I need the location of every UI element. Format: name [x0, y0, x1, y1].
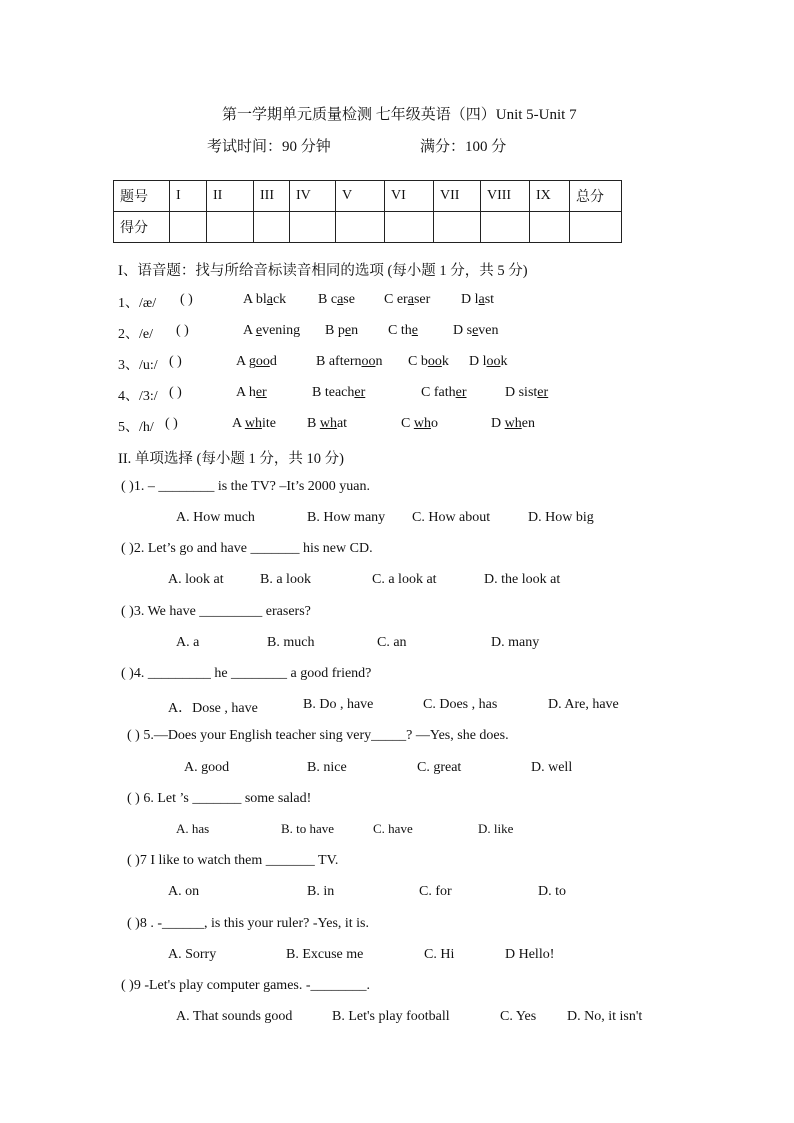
question-3: ( )3. We have _________ erasers? [121, 604, 311, 619]
score-cell [254, 212, 290, 243]
score-cell [207, 212, 254, 243]
option: B. a look [260, 572, 311, 587]
item-number: 2、/e/ [118, 327, 153, 342]
score-cell [170, 212, 207, 243]
item-number: 5、/h/ [118, 420, 154, 435]
option: D sister [505, 385, 549, 400]
table-cell: VII [434, 181, 481, 212]
score-cell [481, 212, 530, 243]
item-number: 3、/u:/ [118, 358, 158, 373]
option: B what [307, 416, 348, 431]
answer-blank[interactable]: ( ) [180, 292, 193, 307]
option: C eraser [384, 292, 431, 307]
option: A. good [184, 760, 230, 775]
option: B. Excuse me [286, 947, 364, 962]
option: D. the look at [484, 572, 561, 587]
table-cell: IV [290, 181, 336, 212]
question-4: ( )4. _________ he ________ a good friend? [121, 666, 372, 681]
option: B case [318, 292, 355, 307]
option: C. have [373, 821, 413, 836]
question-1: ( )1. – ________ is the TV? –It’s 2000 yuan. [121, 479, 370, 494]
table-cell: V [336, 181, 385, 212]
option: B. to have [281, 821, 335, 836]
table-cell: II [207, 181, 254, 212]
item-number: 4、/3:/ [118, 389, 158, 404]
option: C father [421, 385, 467, 400]
question-6: ( ) 6. Let ’s _______ some salad! [127, 791, 312, 806]
table-cell: VI [385, 181, 434, 212]
phonetic-item-4 [118, 385, 158, 405]
phonetic-item-3 [118, 354, 158, 374]
option: C. great [417, 760, 462, 775]
table-cell: 得分 [114, 212, 170, 243]
option: A her [236, 385, 267, 400]
exam-title: 第一学期单元质量检测 七年级英语（四）Unit 5-Unit 7 [222, 107, 577, 123]
option: B. in [307, 884, 335, 899]
answer-blank[interactable]: ( ) [169, 354, 182, 369]
table-cell: VIII [481, 181, 530, 212]
option: D. to [538, 884, 566, 899]
answer-blank[interactable]: ( ) [165, 416, 178, 431]
option: B. much [267, 635, 315, 650]
option: D last [461, 292, 495, 307]
option: B. nice [307, 760, 347, 775]
score-cell [290, 212, 336, 243]
option: C the [388, 323, 418, 338]
score-cell [434, 212, 481, 243]
option: D. many [491, 635, 540, 650]
table-cell: 总分 [570, 181, 622, 212]
option: A. That sounds good [176, 1009, 293, 1024]
question-2: ( )2. Let’s go and have _______ his new CD. [121, 541, 373, 556]
option: D Hello! [505, 947, 555, 962]
score-cell [570, 212, 622, 243]
score-table [113, 180, 622, 243]
option: D seven [453, 323, 499, 338]
option: A. on [168, 884, 200, 899]
option: D. No, it isn't [567, 1009, 643, 1024]
option: C. Yes [500, 1009, 537, 1024]
table-cell: I [170, 181, 207, 212]
option: A evening [243, 323, 301, 338]
option: C book [408, 354, 449, 369]
option: A good [236, 354, 277, 369]
full-score: 满分：100 分 [420, 139, 507, 155]
option: A. has [176, 821, 210, 836]
option: A. Sorry [168, 947, 217, 962]
answer-blank[interactable]: ( ) [169, 385, 182, 400]
option: D. like [478, 821, 514, 836]
section2-title: II. 单项选择 (每小题 1 分，共 10 分) [118, 451, 344, 467]
option: D look [469, 354, 508, 369]
score-cell [336, 212, 385, 243]
table-cell: 题号 [114, 181, 170, 212]
option: A. look at [168, 572, 224, 587]
exam-time: 考试时间：90 分钟 [207, 139, 331, 155]
phonetic-item-1 [118, 292, 156, 312]
section1-title: I、语音题：找与所给音标读音相同的选项 (每小题 1 分，共 5 分) [118, 263, 528, 279]
option: D. Are, have [548, 697, 619, 712]
option: C. a look at [372, 572, 437, 587]
option: B teacher [312, 385, 366, 400]
question-7: ( )7 I like to watch them _______ TV. [127, 853, 339, 868]
option: D when [491, 416, 535, 431]
option: B. Let's play football [332, 1009, 450, 1024]
answer-blank[interactable]: ( ) [176, 323, 189, 338]
question-8: ( )8 . -______, is this your ruler? -Yes, it is. [127, 916, 370, 931]
item-number: 1、/æ/ [118, 296, 157, 311]
option: B pen [325, 323, 359, 338]
option: A. How much [176, 510, 255, 525]
option: A white [232, 416, 276, 431]
option: B afternoon [316, 354, 383, 369]
option: A．Dose , have [168, 701, 258, 716]
option: D. well [531, 760, 573, 775]
option: C. Hi [424, 947, 455, 962]
option: C. for [419, 884, 452, 899]
phonetic-item-5 [118, 416, 154, 436]
option: C who [401, 416, 438, 431]
table-cell: III [254, 181, 290, 212]
option: A. a [176, 635, 200, 650]
option: C. How about [412, 510, 491, 525]
question-5: ( ) 5.—Does your English teacher sing very_____? —Yes, she does. [127, 728, 509, 743]
option: B. How many [307, 510, 386, 525]
phonetic-item-2 [118, 323, 153, 343]
option: D. How big [528, 510, 594, 525]
score-cell [530, 212, 570, 243]
question-9: ( )9 -Let's play computer games. -________. [121, 978, 371, 993]
table-cell: IX [530, 181, 570, 212]
option: C. Does , has [423, 697, 498, 712]
score-table-score-row [114, 212, 622, 243]
score-cell [385, 212, 434, 243]
score-table-header-row [114, 181, 622, 212]
option: B. Do , have [303, 697, 374, 712]
option: A black [243, 292, 287, 307]
option: C. an [377, 635, 407, 650]
